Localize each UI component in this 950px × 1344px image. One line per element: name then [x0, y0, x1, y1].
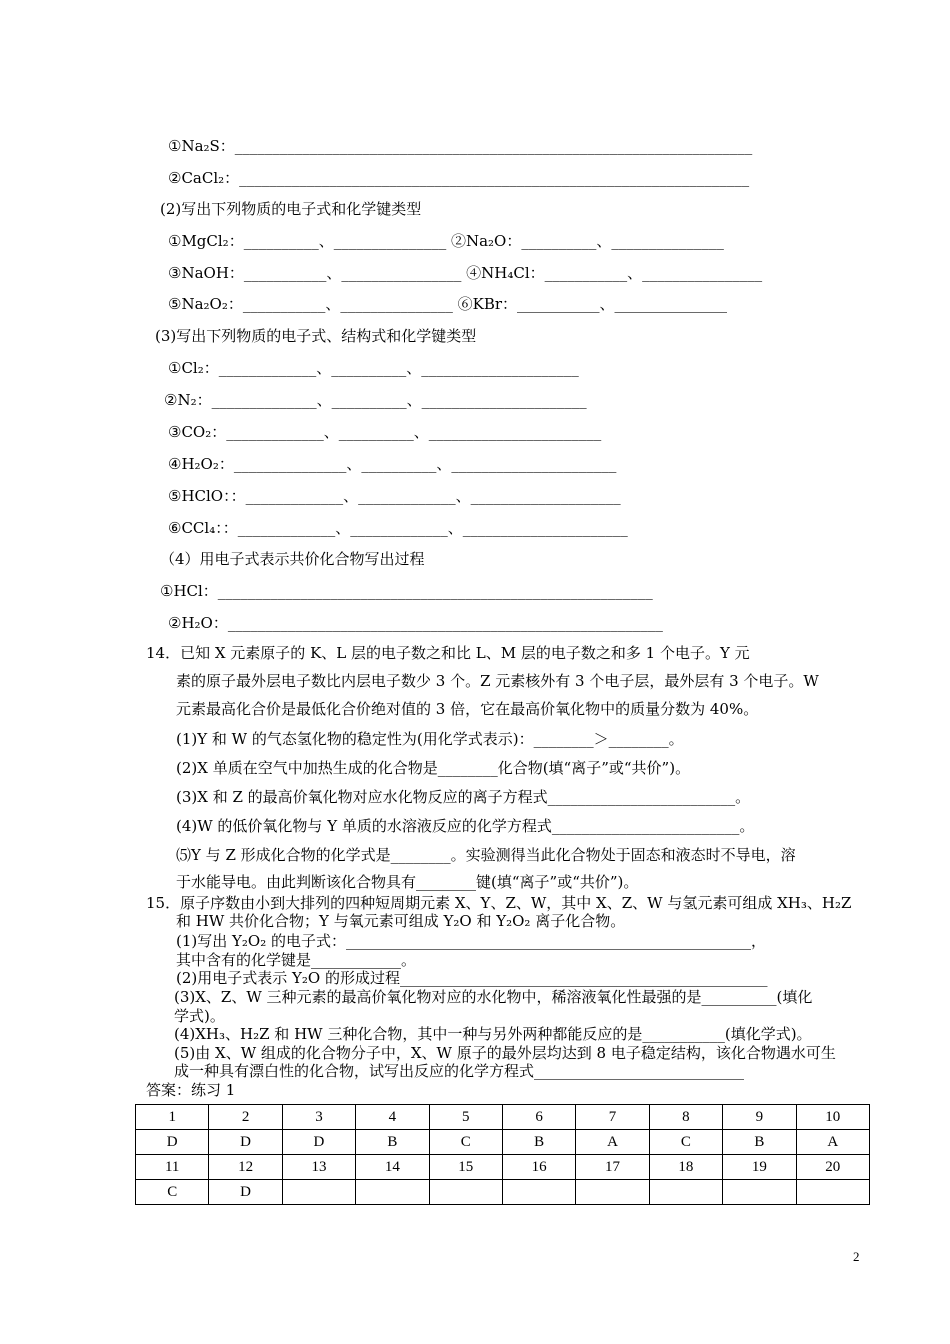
answer-cell: 16	[502, 1155, 575, 1180]
answer-cell: 15	[429, 1155, 502, 1180]
q13-part3-title: (3)写出下列物质的电子式、结构式和化学键类型	[155, 327, 477, 345]
answer-cell: D	[209, 1180, 282, 1205]
answer-cell: 17	[576, 1155, 649, 1180]
q13-part2-title: (2)写出下列物质的电子式和化学键类型	[160, 200, 422, 218]
q13-n2-line: ②N₂：______________、__________、______________________	[164, 391, 587, 409]
answer-cell: 4	[356, 1105, 429, 1130]
q13-hclo-line: ⑤HClO：：_____________、_____________、____________________	[168, 487, 621, 505]
answer-row	[136, 1180, 870, 1205]
q15-sub5-line1: (5)由 X、W 组成的化合物分子中，X、W 原子的最外层均达到 8 电子稳定结构，该化合物遇水可生	[174, 1044, 836, 1062]
q15-stem-line1: 15．原子序数由小到大排列的四种短周期元素 X、Y、Z、W，其中 X、Z、W 与氢元素可组成 XH₃、H₂Z	[146, 894, 852, 912]
answer-cell: B	[723, 1130, 796, 1155]
answer-row	[136, 1155, 870, 1180]
answer-cell: A	[796, 1130, 869, 1155]
answers-title: 答案：练习 1	[146, 1081, 236, 1099]
q13-h2o-line: ②H₂O：__________________________________________________________	[168, 614, 663, 632]
q14-stem-line3: 元素最高化合价是最低化合价绝对值的 3 倍，它在最高价氧化物中的质量分数为 40%。	[176, 700, 759, 718]
q13-cacl2-line: ②CaCl₂：____________________________________________________________________	[168, 169, 750, 187]
q15-sub1-line2: 其中含有的化学键是____________。	[176, 951, 417, 969]
answer-cell: 18	[649, 1155, 722, 1180]
answer-cell: 20	[796, 1155, 869, 1180]
answer-cell	[576, 1180, 649, 1205]
answer-cell	[429, 1180, 502, 1205]
answer-cell: D	[282, 1130, 355, 1155]
answer-cell: 7	[576, 1105, 649, 1130]
q13-na2s-line: ①Na₂S：_____________________________________________________________________	[168, 137, 753, 155]
q15-sub5-line2: 成一种具有漂白性的化合物，试写出反应的化学方程式____________________________	[174, 1062, 745, 1080]
answer-cell	[282, 1180, 355, 1205]
answer-cell: 8	[649, 1105, 722, 1130]
answer-cell: 1	[136, 1105, 209, 1130]
q13-ccl4-line: ⑥CCl₄：：_____________、_____________、______________________	[168, 519, 628, 537]
answer-cell: 3	[282, 1105, 355, 1130]
q13-part2-row1: ①MgCl₂：__________、_______________ ②Na₂O：__________、_______________	[168, 232, 724, 250]
answer-row	[136, 1105, 870, 1130]
q15-stem-line2: 和 HW 共价化合物；Y 与氧元素可组成 Y₂O 和 Y₂O₂ 离子化合物。	[176, 912, 626, 930]
q15-sub4: (4)XH₃、H₂Z 和 HW 三种化合物，其中一种与另外两种都能反应的是___________(填化学式)。	[174, 1025, 812, 1043]
q13-hcl-line: ①HCl：__________________________________________________________	[160, 582, 653, 600]
answer-cell: B	[356, 1130, 429, 1155]
answer-cell: 2	[209, 1105, 282, 1130]
answer-cell	[356, 1180, 429, 1205]
answer-cell: 9	[723, 1105, 796, 1130]
answer-cell: 11	[136, 1155, 209, 1180]
q14-sub5-line1: ⑸Y 与 Z 形成化合物的化学式是________。实验测得当此化合物处于固态和液态时不导电，溶	[176, 846, 796, 864]
q14-sub1: (1)Y 和 W 的气态氢化物的稳定性为(用化学式表示)：________＞________。	[176, 730, 684, 748]
answer-cell: 6	[502, 1105, 575, 1130]
answer-cell	[723, 1180, 796, 1205]
answer-cell: 13	[282, 1155, 355, 1180]
q15-sub1-line1: (1)写出 Y₂O₂ 的电子式：______________________________________________________，	[176, 932, 767, 950]
q13-co2-line: ③CO₂：_____________、__________、_______________________	[168, 423, 602, 441]
q14-stem-line2: 素的原子最外层电子数比内层电子数少 3 个。Z 元素核外有 3 个电子层，最外层有 3 个电子。W	[176, 672, 819, 690]
answer-cell: B	[502, 1130, 575, 1155]
answer-cell: C	[136, 1180, 209, 1205]
page-number: 2	[853, 1249, 860, 1264]
q14-sub2: (2)X 单质在空气中加热生成的化合物是________化合物(填“离子”或“共价”)。	[176, 759, 691, 777]
q14-sub3: (3)X 和 Z 的最高价氧化物对应水化物反应的离子方程式_________________________。	[176, 788, 751, 806]
q15-sub3-line1: (3)X、Z、W 三种元素的最高价氧化物对应的水化物中，稀溶液氧化性最强的是__________(填化	[174, 988, 813, 1006]
q13-part2-row2: ③NaOH：___________、________________ ④NH₄Cl：___________、________________	[168, 264, 763, 282]
q15-sub3-line2: 学式)。	[174, 1007, 225, 1025]
q14-sub5-line2: 于水能导电。由此判断该化合物具有________键(填“离子”或“共价”)。	[176, 873, 639, 891]
answer-table	[135, 1104, 870, 1205]
answer-cell: 19	[723, 1155, 796, 1180]
q13-cl2-line: ①Cl₂：_____________、__________、_____________________	[168, 359, 579, 377]
answer-cell: 5	[429, 1105, 502, 1130]
q13-h2o2-line: ④H₂O₂：_______________、__________、______________________	[168, 455, 617, 473]
answer-cell: A	[576, 1130, 649, 1155]
answer-row	[136, 1130, 870, 1155]
answer-cell: 14	[356, 1155, 429, 1180]
q15-sub2: (2)用电子式表示 Y₂O 的形成过程_________________________________________________	[176, 969, 768, 987]
answer-cell	[796, 1180, 869, 1205]
q13-part4-title: （4）用电子式表示共价化合物写出过程	[160, 550, 425, 568]
answer-cell: 12	[209, 1155, 282, 1180]
q14-sub4: (4)W 的低价氧化物与 Y 单质的水溶液反应的化学方程式_________________________。	[176, 817, 755, 835]
answer-cell: D	[209, 1130, 282, 1155]
answer-cell: C	[429, 1130, 502, 1155]
answer-cell	[649, 1180, 722, 1205]
answer-cell: D	[136, 1130, 209, 1155]
answer-cell	[502, 1180, 575, 1205]
q14-stem-line1: 14．已知 X 元素原子的 K、L 层的电子数之和比 L、M 层的电子数之和多 1 个电子。Y 元	[146, 644, 750, 662]
answer-cell: C	[649, 1130, 722, 1155]
q13-part2-row3: ⑤Na₂O₂：___________、_______________ ⑥KBr：___________、_______________	[168, 295, 728, 313]
answer-cell: 10	[796, 1105, 869, 1130]
